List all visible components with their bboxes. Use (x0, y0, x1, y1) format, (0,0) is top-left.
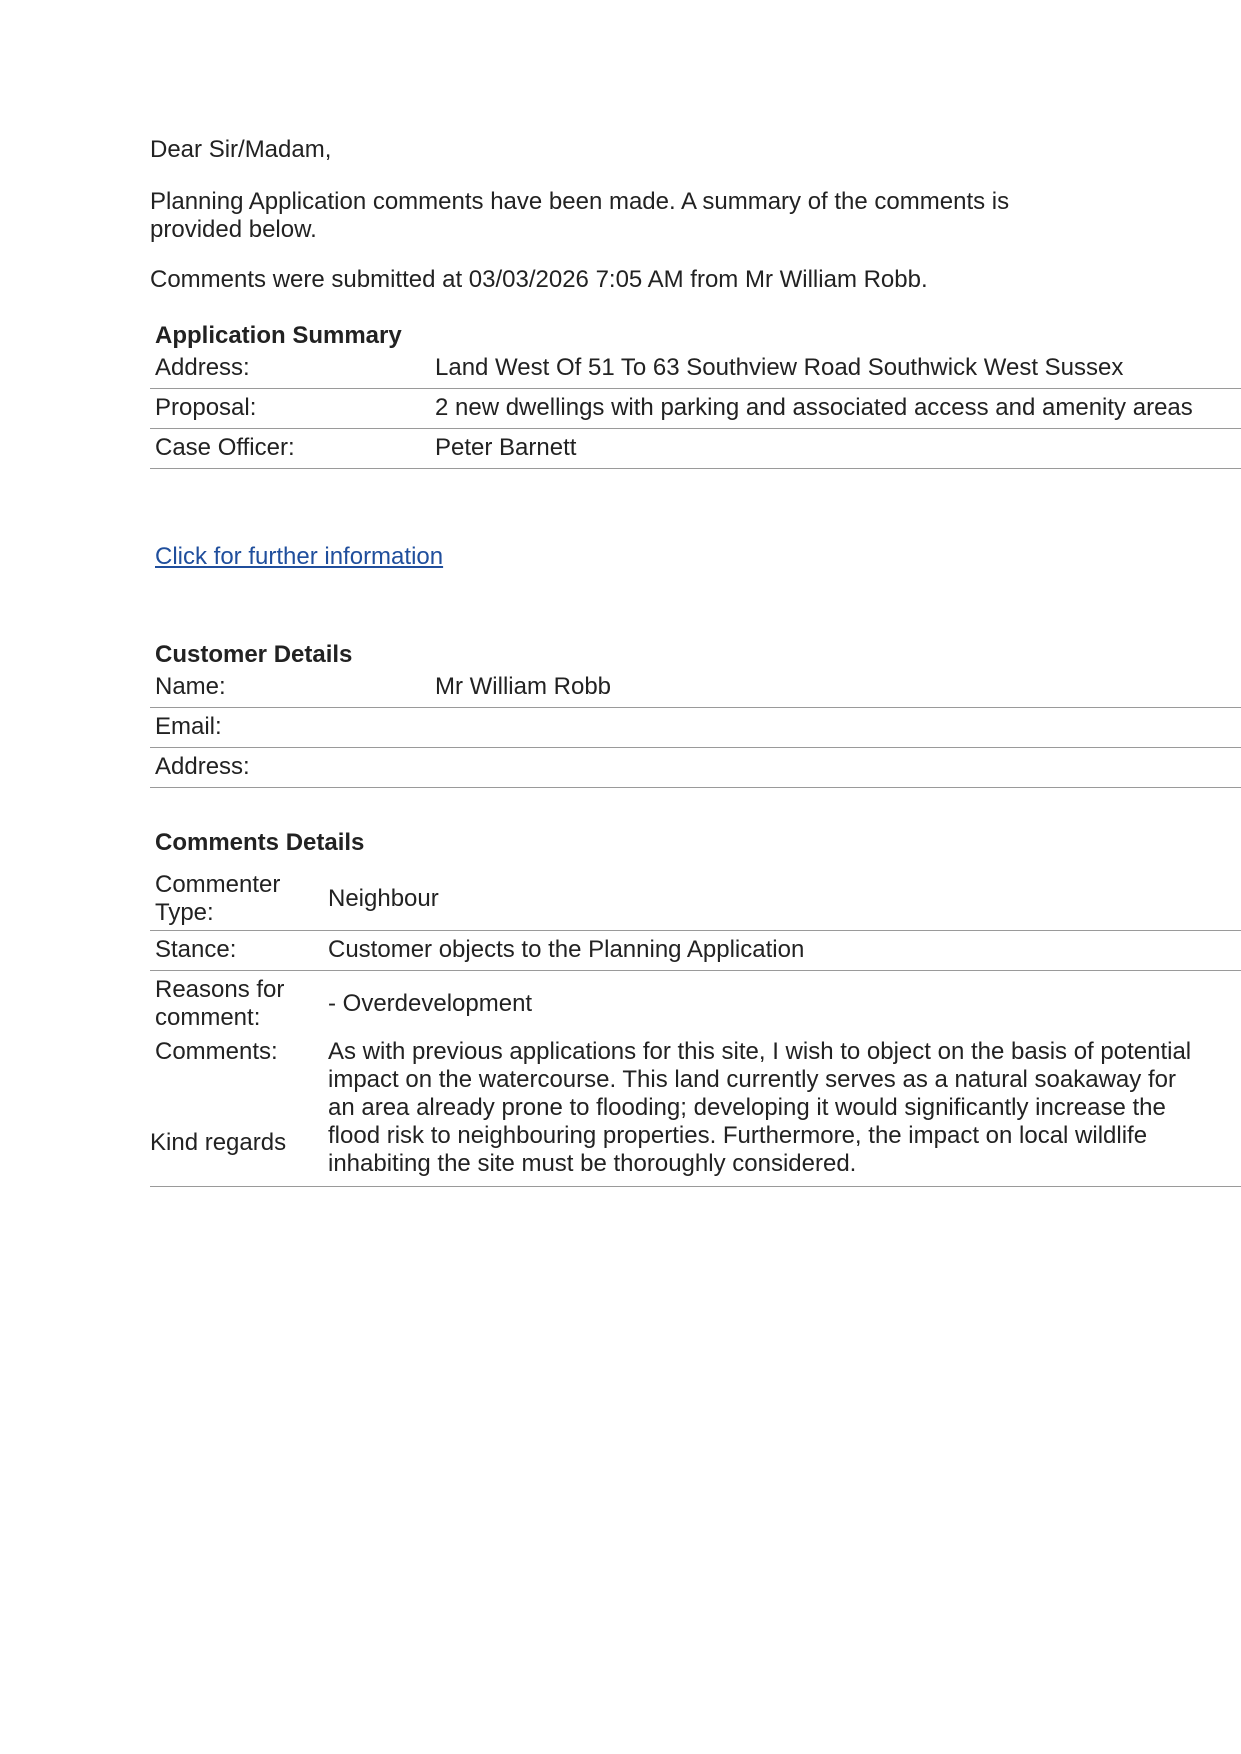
intro-paragraph (150, 188, 1110, 244)
table-row (150, 868, 1241, 930)
row-label: Case Officer: (150, 428, 430, 468)
customer-details-table (150, 667, 1241, 788)
row-label: Comments: (150, 1038, 323, 1187)
label-line: Type: (155, 898, 214, 926)
row-label: Address: (150, 747, 430, 787)
comment-line: As with previous applications for this site, I wish to object on the basis of potential (328, 1038, 1192, 1065)
row-label: Address: (150, 348, 430, 388)
row-label: Stance: (150, 930, 323, 970)
customer-details-title: Customer Details (155, 641, 353, 668)
submitted-notice: Comments were submitted at 03/03/2026 7:05 AM from Mr William Robb. (150, 266, 928, 293)
table-row (150, 1038, 1241, 1187)
greeting: Dear Sir/Madam, (150, 136, 332, 163)
comments-details-title: Comments Details (155, 829, 365, 856)
comment-line: impact on the watercourse. This land currently serves as a natural soakaway for (328, 1066, 1176, 1093)
label-line: comment: (155, 1004, 261, 1032)
table-row (150, 970, 1241, 1038)
row-label: Proposal: (150, 388, 430, 428)
further-information-link[interactable]: Click for further information (155, 543, 444, 570)
intro-line: provided below. (150, 216, 317, 243)
label-line: Commenter (155, 870, 281, 898)
row-value: Neighbour (323, 868, 1241, 930)
row-value: Customer objects to the Planning Application (323, 930, 1241, 970)
row-value: Land West Of 51 To 63 Southview Road Southwick West Sussex (430, 348, 1241, 388)
comment-line: inhabiting the site must be thoroughly considered. (328, 1150, 857, 1177)
application-summary-table (150, 348, 1241, 469)
intro-line: Planning Application comments have been made. A summary of the comments is (150, 188, 1010, 215)
comment-line: flood risk to neighbouring properties. Furthermore, the impact on local wildlife (328, 1122, 1148, 1149)
label-line: Reasons for (155, 976, 285, 1004)
table-row (150, 428, 1241, 468)
row-value: - Overdevelopment (328, 990, 533, 1018)
row-label (150, 970, 323, 1038)
row-value (430, 747, 1241, 787)
table-row (150, 747, 1241, 787)
comment-line: an area already prone to flooding; developing it would significantly increase the (328, 1094, 1166, 1121)
row-value: 2 new dwellings with parking and associated access and amenity areas (430, 388, 1241, 428)
row-value: Peter Barnett (430, 428, 1241, 468)
row-value: Mr William Robb (430, 667, 1241, 707)
table-row (150, 388, 1241, 428)
table-row (150, 667, 1241, 707)
table-row (150, 707, 1241, 747)
table-row (150, 930, 1241, 970)
table-row (150, 348, 1241, 388)
closing: Kind regards (150, 1129, 287, 1156)
row-label (150, 868, 323, 930)
row-label: Email: (150, 707, 430, 747)
comment-text (323, 1038, 1241, 1187)
application-summary-title: Application Summary (155, 322, 402, 349)
row-label: Name: (150, 667, 430, 707)
row-value (430, 707, 1241, 747)
